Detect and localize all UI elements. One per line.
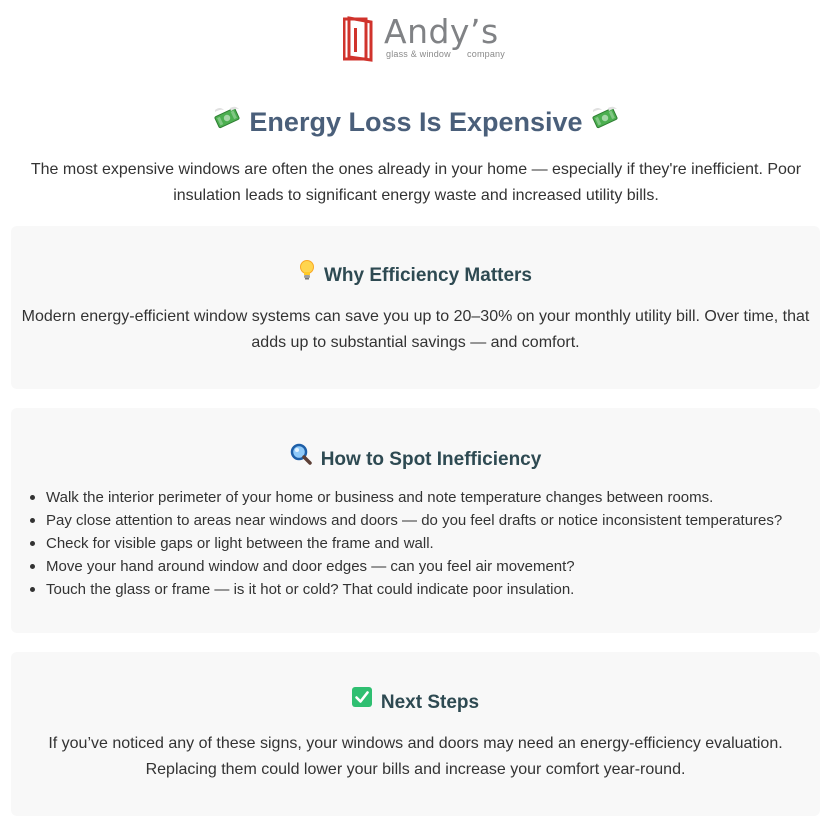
brand-tagline-right: company: [467, 49, 505, 59]
list-item: Check for visible gaps or light between the frame and wall.: [46, 532, 782, 555]
money-with-wings-icon: [591, 103, 619, 139]
light-bulb-icon: [299, 260, 315, 288]
page-title-text: Energy Loss Is Expensive: [249, 107, 583, 137]
next-steps-heading: [11, 689, 820, 717]
intro-paragraph: The most expensive windows are often the ones already in your home — especially if they're inefficient. Poor insulation leads to significant energy waste and increased utility bills.: [30, 161, 802, 204]
window-logo-icon: [343, 16, 373, 62]
spot-inefficiency-heading: [11, 445, 820, 475]
next-steps-card: [11, 652, 820, 816]
magnifying-glass-icon: [290, 443, 312, 473]
why-efficiency-title: Why Efficiency Matters: [324, 265, 532, 287]
list-item: Move your hand around window and door edges — can you feel air movement?: [46, 555, 782, 578]
money-with-wings-icon: [213, 103, 241, 139]
why-efficiency-heading: [11, 262, 820, 290]
page-title: [0, 104, 832, 142]
next-steps-title: Next Steps: [380, 692, 480, 714]
why-efficiency-body: Modern energy-efficient window systems can save you up to 20–30% on your monthly utility bill. Over time, that adds up to substantial savings — and comfort.: [21, 308, 810, 351]
spot-inefficiency-title: How to Spot Inefficiency: [320, 449, 542, 471]
why-efficiency-card: [11, 226, 820, 389]
list-item: Walk the interior perimeter of your home or business and note temperature changes between rooms.: [46, 486, 782, 509]
inefficiency-checklist: [46, 486, 782, 601]
list-item: Touch the glass or frame — is it hot or cold? That could indicate poor insulation.: [46, 578, 782, 601]
brand-name: Andy’s: [384, 12, 499, 51]
brand-tagline-left: glass & window: [386, 49, 451, 59]
brand-tagline: [386, 49, 505, 59]
next-steps-body: If you’ve noticed any of these signs, your windows and doors may need an energy-efficiency evaluation. Replacing them could lower your bills and increase your comfort year-round.: [48, 735, 783, 778]
brand-logo[interactable]: [343, 14, 503, 64]
list-item: Pay close attention to areas near windows and doors — do you feel drafts or notice inconsistent temperatures?: [46, 509, 782, 532]
check-mark-button-icon: [352, 687, 372, 715]
spot-inefficiency-card: [11, 408, 820, 633]
